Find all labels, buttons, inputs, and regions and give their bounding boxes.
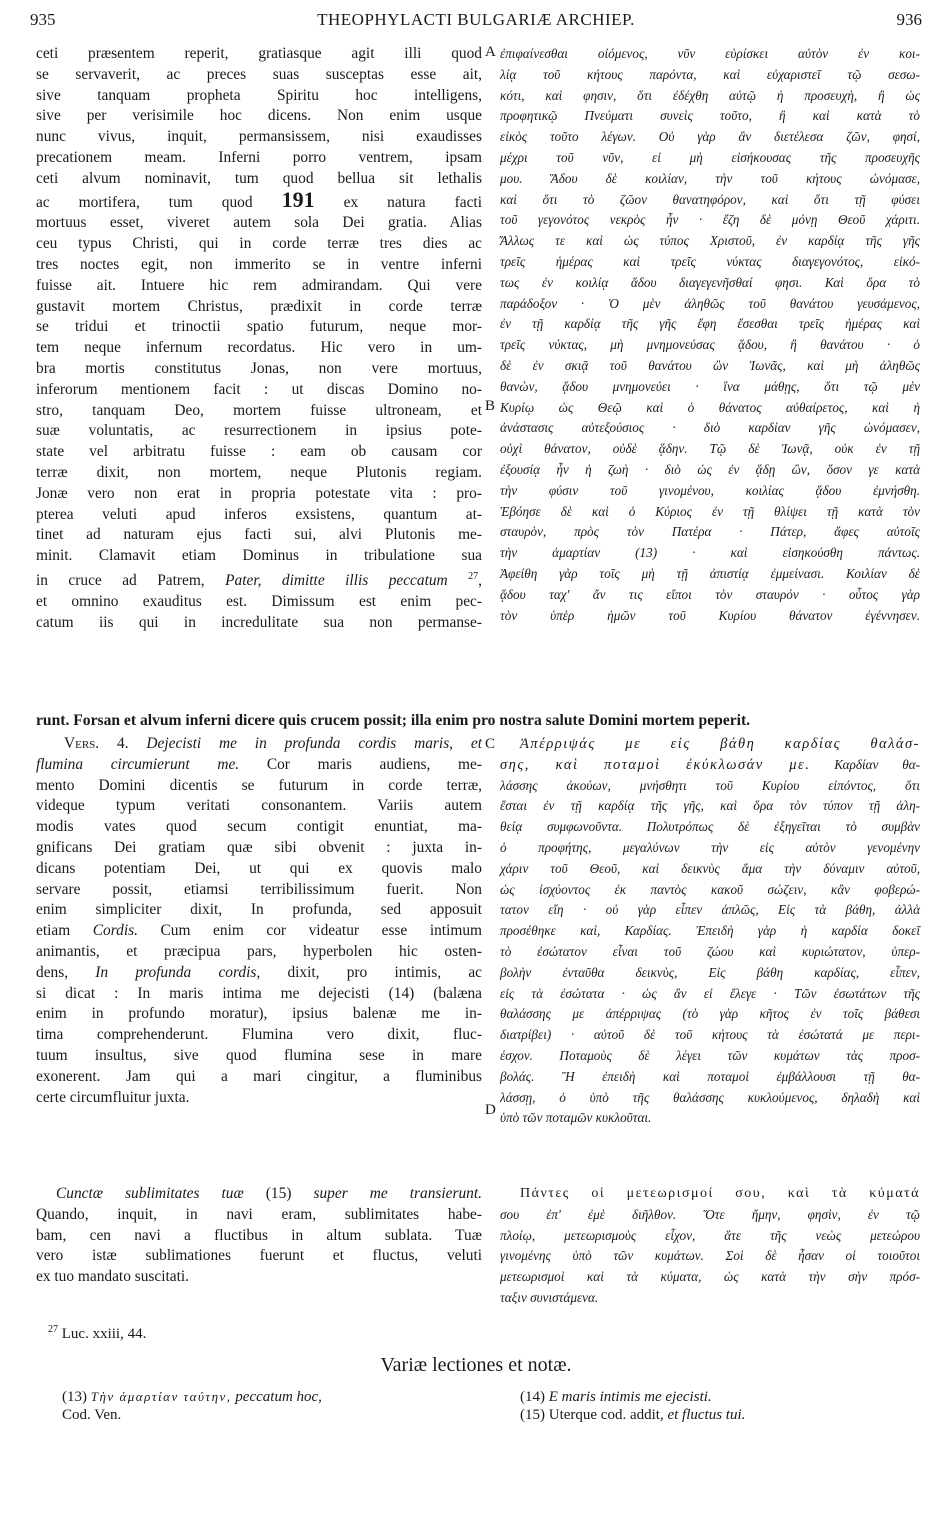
latin-column-c (36, 1184, 482, 1288)
latin-line: minit. Clamavit etiam Dominus in tribulatione sua (36, 547, 482, 565)
latin-line: state vel arbitratu fuisse : eam ob causam cor (36, 443, 482, 461)
running-title: THEOPHYLACTI BULGARIÆ ARCHIEP. (317, 10, 635, 29)
greek-lemma-line: Πάντες οἱ μετεωρισμοί σου, καὶ τὰ κύματά (520, 1186, 920, 1201)
greek-line: έσχον. Ποταμοὺς δὲ λέγει τῶν κυμάτων τὰς προσ- (500, 1047, 920, 1063)
latin-line: ceti alvum nominavit, tum quod bellua sit lethalis (36, 169, 482, 187)
latin-line: dens, In profunda cordis, dixit, pro intimis, ac (36, 963, 482, 981)
greek-line: εἰς τὰ ἐσώτατα · ὡς ἂν εἰ ἔλεγε · Τῶν ἐσωτάτων τῆς (500, 985, 920, 1001)
latin-line: etiam Cordis. Cum enim cor videatur esse intimum (36, 922, 482, 940)
greek-line: εἰκὸς τοῦτο λέγων. Οὐ γὰρ ἂν διετέλεσα ζῶν, φησί, (500, 129, 920, 145)
greek-line: γινομένης ὑπὸ τῶν κυμάτων. Σοὶ δὲ ἦσαν οἱ τοιοῦτοι (500, 1248, 920, 1264)
greek-line: τοῦ γεγονότος νεκρὸς ἦν · ἔζη δὲ μόνῃ Θεοῦ χάριτι. (500, 212, 920, 228)
footnote-number: 27 (48, 1324, 58, 1335)
greek-line: τὸν ὑπὲρ ἡμῶν τοῦ Κυρίου θάνατον ἐγέννησεν. (500, 607, 920, 623)
greek-line: τὴν φύσιν τοῦ γινομένου, κοιλίας ᾅδου ἐμνήσθη. (500, 482, 920, 498)
latin-line: Quando, inquit, in navi eram, sublimitates habe- (36, 1205, 482, 1223)
latin-line: ex tuo mandato suscitati. (36, 1268, 190, 1286)
latin-line: pterea veluti apud inferos exsistens, quantum at- (36, 505, 482, 523)
latin-line: mortuus esset, viveret autem sola Dei gratia. Alias (36, 214, 482, 232)
verse-lemma-line: Cunctæ sublimitates tuæ (15) super me transierunt. (56, 1185, 482, 1202)
greek-line: ἐπιφαίνεσθαι οἰόμενος, νῦν εὑρίσκει αὐτὸν ἐν κοι- (500, 46, 920, 61)
greek-line: μέχρι τοῦ νῦν, εἰ μὴ εἰσήκουσας τῆς προσευχῆς (500, 149, 920, 165)
latin-line: se tridui et trinoctii spatio futurum, neque mor- (36, 318, 482, 336)
verse-number: Vers. 4. (64, 735, 129, 752)
greek-line: τρεῖς ἡμέρας καὶ τρεῖς νύκτας διαγεγονότος, εἰκό- (500, 253, 920, 269)
greek-line: προφητικῷ Πνεύματι συνεὶς τοῦτο, ἢ καὶ κατὰ τὸ (500, 108, 920, 124)
greek-line: μου. Ἅδου δὲ κοιλίαν, τὴν τοῦ κήτους ὠνόμασε, (500, 170, 920, 186)
latin-line: terræ dixit, non mortem, neque Plutonis regiam. (36, 463, 482, 481)
footnote-ref: 27 (468, 570, 479, 582)
margin-marker-d: D (485, 1102, 496, 1118)
greek-line: θείᾳ συμφωνοῦντα. Πολυτρόπως δὲ ἐξηγεῖται τὸ συμβὰν (500, 819, 920, 835)
latin-line: tres noctes egit, non immerito se in ventre inferni (36, 255, 482, 273)
greek-line: σης, καὶ ποταμοὶ ἐκύκλωσάν με. Καρδίαν θα- (500, 756, 921, 773)
latin-line: Jonæ vero non erat in propria potestate vita : pro- (36, 484, 482, 502)
latin-line: bra mortis constitutus Jonas, non vere mortuus, (36, 359, 482, 377)
latin-line: ceu typus Christi, qui in corde terræ tres dies ac (36, 235, 482, 253)
running-header (30, 10, 922, 38)
latin-line: tima comprehenderunt. Flumina vero dixit, fluc- (36, 1026, 482, 1044)
greek-line: λάσσῃ, ὁ ὑπὸ τῆς θαλάσσης κυκλούμενος, δηλαδὴ καὶ (500, 1089, 920, 1105)
latin-line: tinet ad naturam ejus facti sui, alvi Plutonis me- (36, 526, 482, 544)
latin-line: suæ voluntatis, ac resurrectionem in ipsius pote- (36, 422, 482, 440)
greek-line: χάριν τοῦ Θεοῦ, καὶ δεικνὺς ἅμα τὴν δύναμιν αὐτοῦ, (500, 860, 920, 876)
latin-line: sive per verisimile hoc dicens. Non enim usque (36, 107, 482, 125)
greek-line: πλοίῳ, μετεωρισμοὺς εἶχον, ἅτε τῆς νεὼς μετεώρου (500, 1227, 920, 1243)
greek-line: Ἐβόησε δὲ καὶ ὁ Κύριος ἐν τῇ θλίψει τῇ κατὰ τὸν (500, 503, 920, 519)
greek-line: ᾅδου ταχ' ἄν τις εἴποι τὸν σταυρόν · οὗτος γὰρ (500, 586, 920, 602)
latin-line: precationem meam. Inferni porro ventrem, ipsam (36, 148, 482, 166)
latin-line: catum iis qui in incredulitate sua non permanse- (36, 613, 482, 631)
note-14: (14) E maris intimis me ejecisti. (520, 1389, 712, 1405)
latin-line: gustavit mortem Christus, prædixit in corde terræ (36, 297, 482, 315)
latin-line: videque typum veritati consonantem. Variis autem (36, 797, 482, 815)
greek-line: Ἄλλως τε καὶ ὡς τύπος Χριστοῦ, ἐν καρδίᾳ τῆς γῆς (500, 233, 920, 249)
greek-line: λάσσης ἀκούων, μνήσθητι τοῦ Κυρίου εἰπόντος, ὅτι (500, 777, 920, 793)
greek-line: ὡς ἰσχύοντος ἐκ παντὸς κακοῦ σώζειν, κἂν φοβερώ- (500, 881, 920, 897)
greek-line: σου ἐπ' ἐμὲ διῆλθον. Ὅτε ἤμην, φησὶν, ἐν τῷ (500, 1206, 920, 1222)
page-number-left: 935 (30, 10, 56, 29)
latin-line: exonerent. Jam qui a mari cingitur, a fluminibus (36, 1067, 482, 1085)
verse-lemma-line (36, 734, 482, 755)
greek-lemma-line: Ἀπέρριψάς με εἰς βάθη καρδίας θαλάσ- (520, 736, 920, 752)
latin-line: si dicat : In maris intima me dejecisti (14) (balæna (36, 984, 482, 1002)
latin-column-a (36, 44, 482, 633)
greek-line: ἐν τῇ καρδίᾳ τῆς γῆς ἔφη ἔσεσθαι τρεῖς ἡμέρας καὶ (500, 316, 920, 332)
latin-column-b (36, 734, 482, 1108)
margin-marker-a: A (485, 44, 496, 60)
latin-line: se servaverit, ac preces suas susceptas esse ait, (36, 65, 482, 83)
greek-line: τὴν ἁμαρτίαν (13) · καὶ εἰσηκούσθη πάντως. (500, 545, 920, 561)
greek-line: τατον εἴη · οὐ γὰρ εἶπεν ἁπλῶς, Εἰς τὰ βάθη, ἀλλὰ (500, 902, 920, 918)
latin-line: certe circumfluitur juxta. (36, 1088, 190, 1106)
latin-line: bam, cen navi a fluctibus in altum sublata. Tuæ (36, 1226, 482, 1244)
note-ref: (15) (265, 1185, 292, 1202)
bridging-line-greek-col: illa enim pro nostra salute Domini mortem peperit. (410, 712, 751, 729)
latin-line: fuisse ait. Intuere hic rem admirandam. Qui vere (36, 276, 482, 294)
greek-line: μετεωρισμοὶ καὶ τὰ κύματα, ὡς κατὰ τὴν σὴν πρόσ- (500, 1269, 920, 1285)
greek-line: βολὴν ἐνταῦθα δεικνὺς, Εἰς βάθη καρδίας, εἶπεν, (500, 964, 920, 980)
latin-line: sive tanquam propheta Spiritu hoc intelligens, (36, 86, 482, 104)
greek-line: τρεῖς νύκτας, μὴ μνημονεύσας ᾅδου, ἢ θανάτου · ὁ (500, 337, 920, 353)
greek-line: ὁ προφήτης, μεγαλύνων τὴν εἰς αὐτὸν γενομένην (500, 839, 920, 855)
greek-line: θανὼν, ᾅδου μνημονεύει · ἵνα μάθῃς, ὅτι τῷ μὲν (500, 378, 920, 394)
latin-line: inferorum mentionem facit : ut discas Domino no- (36, 380, 482, 398)
greek-line: καὶ ὅτι τὸ ζῶον θανατηφόρον, καὶ ὅτι τῇ φύσει (500, 191, 920, 207)
note-15: (15) Uterque cod. addit, et fluctus tui. (520, 1407, 746, 1423)
greek-line: Ἀφείθη γὰρ τοῖς μὴ τῇ ἀπιστίᾳ ἐμμείνασι. Κοιλίαν δὲ (500, 565, 920, 581)
greek-line: ἐξουσίᾳ ἦν ἡ ζωὴ · διὸ ὡς ἐν ᾅδῃ ὢν, ὅσον γε κατὰ (500, 461, 920, 477)
greek-line: ἔσται ἐν τῇ καρδίᾳ τῆς γῆς, καὶ ὅρα τὸν τύπον τῇ ἀλη- (500, 798, 920, 814)
column-number: 191 (281, 186, 315, 212)
greek-line: δὲ ἐν σκιᾷ τοῦ θανάτου ὢν Ἰωνᾶς, καὶ μὴ ἀληθῶς (500, 357, 920, 373)
latin-line: modis vates quod secum contigit enuntiat, ma- (36, 818, 482, 836)
greek-line: λίᾳ τοῦ κήτους παρόντα, καὶ εὐχαριστεῖ τῷ σεσω- (500, 66, 920, 82)
greek-line: ἀνάστασις αὐτεξούσιος · διὸ καρδίαν γῆς ὠνόμασεν, (500, 420, 920, 436)
latin-line: dicans potentiam Dei, ut qui ex quovis malo (36, 859, 482, 877)
latin-line: nunc vivus, inquit, permansissem, nisi exaudisses (36, 128, 482, 146)
greek-line: προσέθηκε καὶ, Καρδίας. Ἐπειδὴ γὰρ ἡ καρδία δοκεῖ (500, 923, 920, 939)
margin-marker-b: B (485, 398, 496, 414)
latin-line: ceti præsentem reperit, gratiasque agit illi quod (36, 45, 482, 62)
latin-line: stro, tanquam Deo, mortem fuisse ultroneam, et (36, 401, 482, 419)
greek-column-a (500, 44, 920, 626)
latin-line: tuum insultus, sive quod flumina sese in mare (36, 1046, 482, 1064)
verse-lemma: Dejecisti me in profunda cordis maris, et (146, 735, 482, 752)
latin-line: vero istæ sublimationes fuerunt et fluctus, veluti (36, 1247, 482, 1265)
greek-line: ταξιν συνιστάμενα. (500, 1289, 599, 1305)
bridging-line-latin: runt. Forsan et alvum inferni dicere quis crucem possit; (36, 712, 407, 729)
greek-line: Κυρίῳ ὡς Θεῷ καὶ ὁ θάνατος αὐθαίρετος, καὶ ἡ (500, 399, 920, 415)
footnote-text: Luc. xxiii, 44. (61, 1326, 147, 1342)
latin-line: gnificans Dei gratiam quæ sibi obvenit : juxta in- (36, 838, 482, 856)
page-number-right: 936 (896, 10, 922, 29)
latin-line: animantis, et præcipua pars, hyperbolen hic osten- (36, 942, 482, 960)
latin-line: tem neque infernum recordatus. Hic vero in um- (36, 339, 482, 357)
latin-line: in cruce ad Patrem, Pater, dimitte illis peccatum $^{27}$, (36, 570, 482, 590)
latin-line: servare possit, etiamsi terribilissimum fuerit. Non (36, 880, 482, 898)
greek-line: διατρίβει) · αὐτοῦ δὲ τοῦ κήτους τὰ ἐσώτατά με περι- (500, 1027, 920, 1043)
latin-line: flumina circumierunt me. Cor maris audiens, me- (36, 755, 482, 773)
greek-line: θαλάσσης με ἀπέρριψας (τὸ γὰρ κῆτος ἐν τοῖς βάθεσι (500, 1006, 920, 1022)
latin-line: ac mortifera, tum quod 191 ex natura facti (36, 186, 482, 212)
bridging-line (36, 712, 920, 730)
note-13: (13) Τὴν ἁμαρτίαν ταύτην, peccatum hoc, Cod. Ven. (62, 1389, 322, 1423)
footnote (48, 1324, 146, 1343)
latin-line: enim simpliciter dixit, In profunda, sed apposuit (36, 901, 482, 919)
latin-line: enim in profundo moratur), ipsius balenæ me in- (36, 1005, 482, 1023)
greek-line: ὑπὸ τῶν ποταμῶν κυκλοῦται. (500, 1110, 652, 1126)
greek-column-b (500, 734, 920, 1129)
greek-line: τως ἐν κοιλίᾳ ἅδου διαγεγενῆσθαί φησι. Καὶ ὅρα τὸ (500, 274, 920, 290)
greek-line: τὸ ἐσώτατον εἶναι τοῦ ζώου καὶ κυριώτατον, ὑπερ- (500, 943, 920, 959)
scripture-quote: Pater, dimitte illis peccatum (225, 572, 448, 590)
latin-line: mento Domini dicentis se futurum in corde terræ, (36, 776, 482, 794)
greek-line: κότι, καὶ φησιν, ὅτι ἐδέχθη αὐτῷ ἡ προσευχὴ, ἢ ὡς (500, 87, 920, 103)
greek-line: σταυρὸν, πρὸς τὸν Πατέρα · Πάτερ, ἄφες αὐτοῖς (500, 524, 920, 540)
notes-title: Variæ lectiones et notæ. (380, 1354, 572, 1376)
greek-line: παράδοξον · Ὁ μὲν ἀληθῶς τοῦ θανάτου γευσάμενος, (500, 295, 920, 311)
latin-line: et omnino exauditus est. Dimissum est enim pec- (36, 592, 482, 610)
margin-marker-c: C (485, 736, 496, 752)
greek-line: οὐχὶ θάνατον, οὐδὲ ᾅδην. Τῷ δὲ Ἰωνᾷ, οὐκ ἐν τῇ (500, 441, 920, 457)
greek-column-c (500, 1184, 920, 1309)
greek-line: βολάς. Ἢ ἐπειδὴ καὶ ποταμοὶ ἐμβάλλουσι τῇ θα- (500, 1068, 920, 1084)
